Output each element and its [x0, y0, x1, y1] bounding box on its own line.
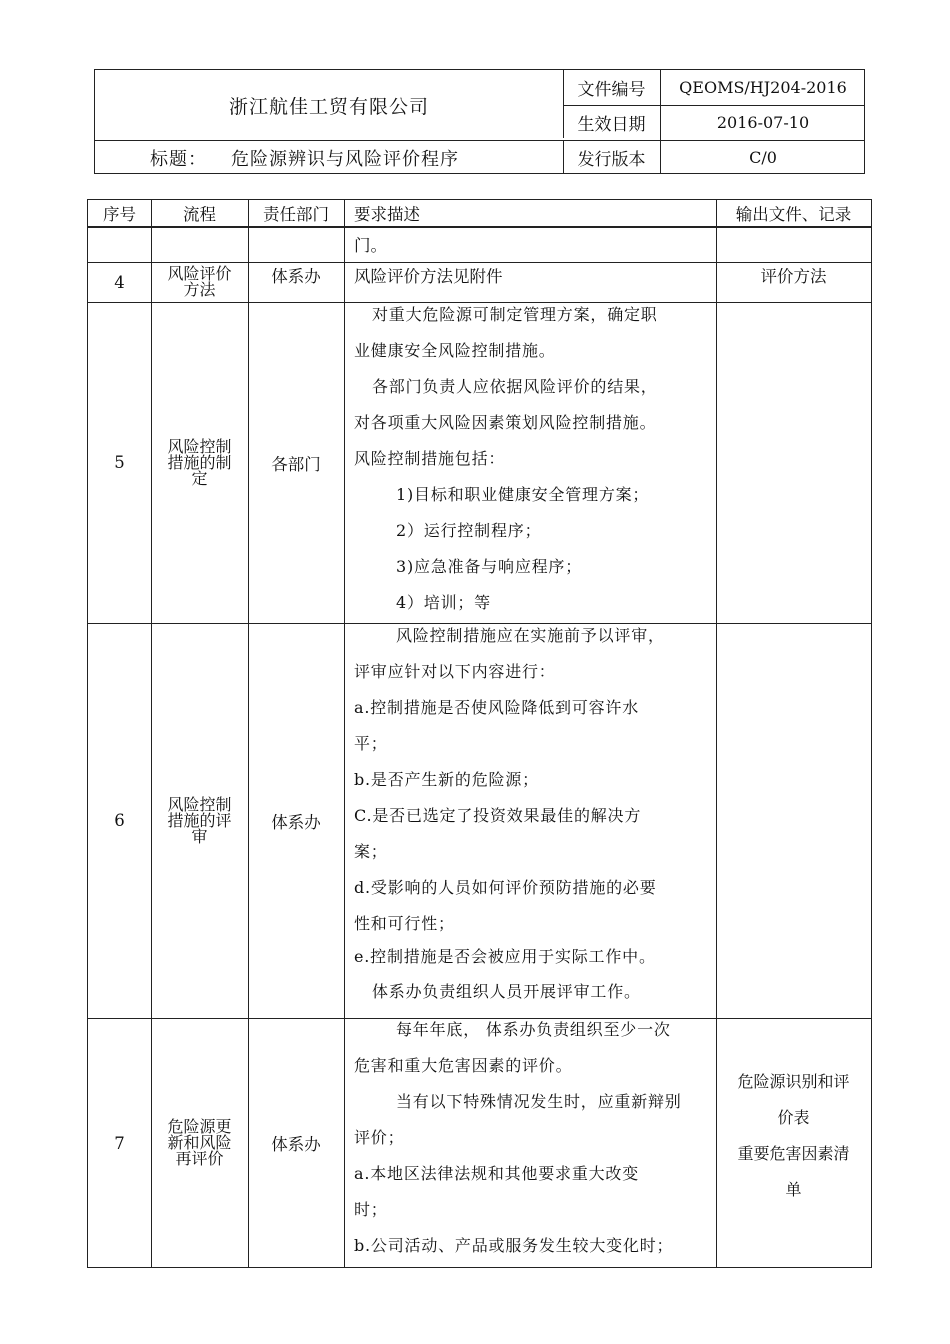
process-line: 风险控制 [167, 436, 232, 456]
desc-line: b.是否产生新的危险源； [354, 770, 539, 789]
process-cell [151, 262, 248, 302]
column-header-process: 流程 [183, 205, 216, 224]
desc-line: 3)应急准备与响应程序； [396, 557, 583, 576]
procedure-table [87, 199, 872, 1268]
continued-desc: 门。 [354, 236, 387, 255]
desc-line: 1)目标和职业健康安全管理方案； [396, 485, 650, 504]
output-cell [716, 1064, 871, 1208]
process-line: 新和风险 [167, 1133, 232, 1152]
row-number: 6 [114, 811, 125, 830]
desc-line: 对各项重大风险因素策划风险控制措施。 [354, 413, 657, 432]
desc-line: 时； [354, 1200, 388, 1219]
dept-cell: 各部门 [271, 454, 321, 474]
doc-number-label: 文件编号 [577, 80, 646, 100]
desc-line: b.公司活动、产品或服务发生较大变化时； [354, 1236, 674, 1255]
output-line: 单 [785, 1180, 802, 1199]
effective-date-value: 2016-07-10 [716, 113, 810, 132]
version-value: C/0 [749, 148, 777, 167]
desc-line: a.本地区法律法规和其他要求重大改变 [354, 1164, 640, 1183]
desc-line: 当有以下特殊情况发生时，应重新辩别 [396, 1092, 682, 1111]
process-line: 危险源更 [167, 1117, 232, 1136]
desc-line: 平； [354, 734, 388, 753]
desc-line: d.受影响的人员如何评价预防措施的必要 [354, 878, 657, 897]
desc-line: 风险控制措施包括： [354, 449, 506, 468]
process-line: 措施的评 [167, 810, 232, 830]
desc-line: 业健康安全风险控制措施。 [354, 341, 556, 360]
row-number: 5 [114, 453, 125, 472]
output-line: 重要危害因素清 [737, 1144, 850, 1163]
process-line: 方法 [183, 280, 216, 299]
desc-line: 评审应针对以下内容进行： [354, 662, 556, 681]
row-number: 7 [114, 1133, 125, 1153]
process-line: 再评价 [175, 1149, 224, 1168]
process-line: 定 [191, 468, 208, 488]
column-header-dept: 责任部门 [263, 205, 329, 224]
desc-line: 风险控制措施应在实施前予以评审， [396, 626, 665, 645]
version-label: 发行版本 [577, 150, 646, 170]
process-cell [151, 623, 248, 1018]
desc-line: 危害和重大危害因素的评价。 [354, 1056, 573, 1075]
title-label: 标题： [150, 148, 207, 170]
column-header-desc: 要求描述 [354, 205, 420, 224]
process-line: 风险评价 [167, 264, 232, 283]
output-line: 价表 [777, 1108, 810, 1127]
desc-line: 2）运行控制程序； [396, 521, 542, 540]
document-title: 危险源辨识与风险评价程序 [231, 148, 459, 170]
desc-line: 每年年底， 体系办负责组织至少一次 [396, 1020, 671, 1039]
desc-line: 评价； [354, 1128, 405, 1147]
desc-cell [344, 618, 716, 1012]
desc-line: 性和可行性； [354, 914, 455, 933]
document-header [94, 69, 865, 174]
process-cell [151, 302, 248, 623]
output-line: 危险源识别和评 [737, 1072, 850, 1091]
row-number: 4 [114, 272, 125, 292]
process-line: 审 [191, 826, 208, 846]
desc-line: 4）培训；等 [396, 593, 491, 612]
title-row [95, 140, 563, 175]
process-line: 措施的制 [167, 452, 232, 472]
desc-cell [344, 297, 716, 621]
desc-line: a.控制措施是否使风险降低到可容许水 [354, 698, 640, 717]
dept-cell: 体系办 [271, 267, 321, 286]
desc-cell [344, 1012, 716, 1264]
doc-number-value: QEOMS/HJ204-2016 [679, 78, 847, 97]
process-cell [151, 1018, 248, 1268]
column-header-no: 序号 [103, 205, 136, 224]
desc-line: 体系办负责组织人员开展评审工作。 [372, 982, 641, 1001]
dept-cell: 体系办 [271, 812, 321, 832]
desc-line: 各部门负责人应依据风险评价的结果， [372, 377, 658, 396]
desc-line: 风险评价方法见附件 [354, 267, 503, 286]
desc-line: C.是否已选定了投资效果最佳的解决方 [354, 806, 642, 825]
desc-line: 对重大危险源可制定管理方案，确定职 [372, 305, 658, 324]
dept-cell: 体系办 [271, 1135, 321, 1154]
desc-line: 案； [354, 842, 388, 861]
effective-date-label: 生效日期 [577, 115, 646, 135]
desc-line: e.控制措施是否会被应用于实际工作中。 [354, 947, 656, 966]
column-header-output: 输出文件、记录 [735, 205, 852, 224]
process-line: 风险控制 [167, 794, 232, 814]
output-line: 评价方法 [760, 267, 827, 286]
company-name: 浙江航佳工贸有限公司 [228, 95, 429, 118]
